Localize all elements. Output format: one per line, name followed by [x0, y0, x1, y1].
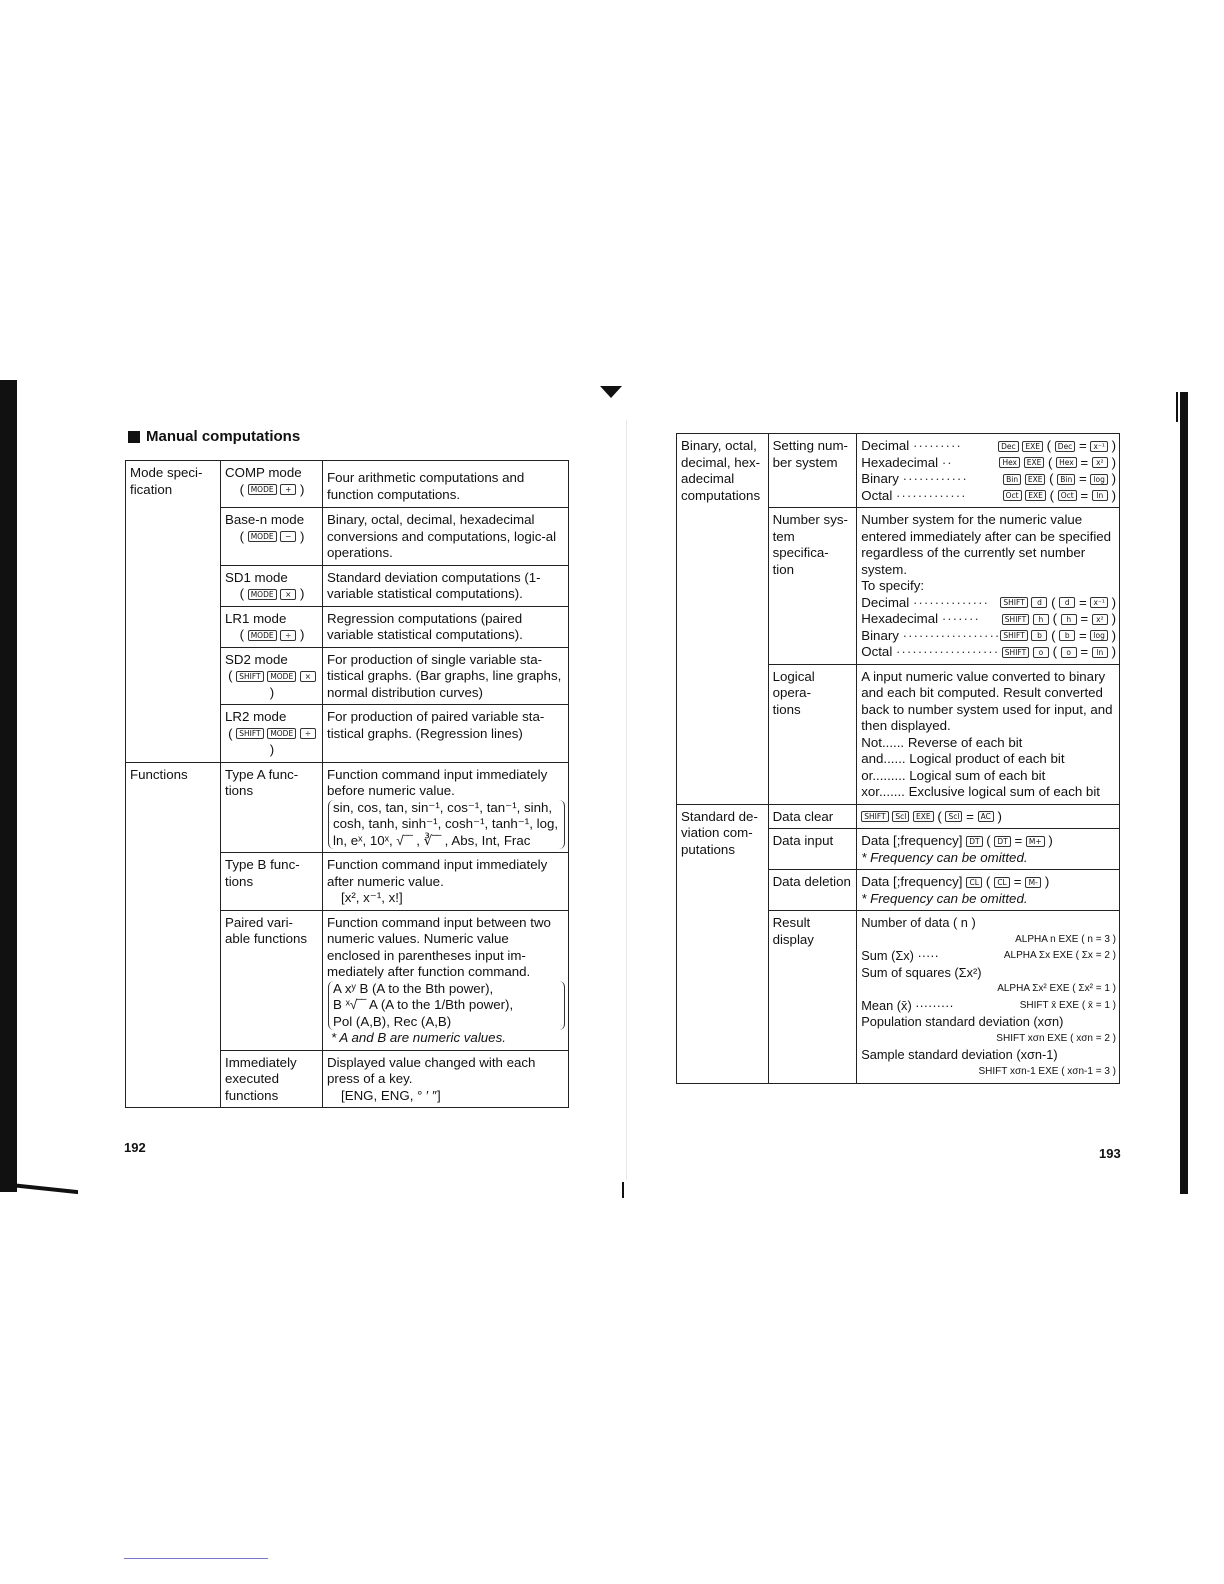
- desc-cell: Function command input between two numeric values. Numeric value enclosed in parentheses input im-mediately after function command. A xʸ B (A to the Bth power), B ˣ√‾‾ A (A to the 1/Bth power), Pol (A,B), Rec (A,B) * A and B are numeric values.: [323, 910, 569, 1050]
- bottom-link-line: [124, 1558, 268, 1559]
- setting-lines: Decimal ········· Dec EXE ( Dec = x⁻¹ ) Hexadecimal ·· Hex EXE ( Hex = x² ) Binary ············ Bin EXE ( Bin = log ) Octal ············· Oct EXE ( Oct = ln ): [857, 434, 1120, 508]
- item-cell: Data deletion: [768, 870, 857, 911]
- page-gutter: [626, 420, 627, 1180]
- mode-key-icon: MODE: [248, 484, 277, 495]
- section-title: [128, 428, 300, 445]
- scan-edge-left: [0, 380, 17, 1192]
- scan-edge-right: [1180, 392, 1188, 1194]
- exe-key-icon: EXE: [1025, 474, 1046, 485]
- hex-key-icon: Hex: [1056, 457, 1077, 468]
- data-clear-keys: SHIFT Scl EXE ( Scl = AC ): [857, 804, 1120, 829]
- center-tick: [622, 1182, 624, 1198]
- center-fold-mark: [600, 386, 622, 398]
- shift-key-icon: SHIFT: [1002, 647, 1029, 658]
- shift-key-icon: SHIFT: [861, 811, 888, 822]
- item-cell: SD2 mode ( SHIFT MODE × ): [221, 647, 323, 705]
- table-row: [126, 762, 569, 853]
- desc-cell: Function command input immediately after numeric value. [x², x⁻¹, x!]: [323, 853, 569, 911]
- ln-key-icon: ln: [1092, 647, 1108, 658]
- dec-key-icon: Dec: [1055, 441, 1076, 452]
- desc-cell: For production of paired variable sta-tistical graphs. (Regression lines): [323, 705, 569, 763]
- dec-key-icon: Dec: [998, 441, 1019, 452]
- desc-cell: Function command input immediately before numeric value. sin, cos, tan, sin⁻¹, cos⁻¹, tan⁻¹, sinh, cosh, tanh, sinh⁻¹, cosh⁻¹, tanh⁻¹, log, ln, eˣ, 10ˣ, √‾‾ , ∛‾‾ , Abs, Int, Frac: [323, 762, 569, 853]
- item-cell: Paired vari- able functions: [221, 910, 323, 1050]
- multiply-key-icon: ×: [280, 589, 296, 600]
- function-list: sin, cos, tan, sin⁻¹, cos⁻¹, tan⁻¹, sinh, cosh, tanh, sinh⁻¹, cosh⁻¹, tanh⁻¹, log, ln, eˣ, 10ˣ, √‾‾ , ∛‾‾ , Abs, Int, Frac: [328, 800, 565, 850]
- square-key-icon: x²: [1092, 614, 1108, 625]
- mode-key-icon: MODE: [267, 671, 296, 682]
- divide-key-icon: ÷: [280, 630, 296, 641]
- plus-key-icon: +: [280, 484, 296, 495]
- ln-key-icon: ln: [1092, 490, 1108, 501]
- scl-key-icon: Scl: [892, 811, 909, 822]
- table-row: [126, 461, 569, 508]
- item-cell: LR1 mode ( MODE ÷ ): [221, 606, 323, 647]
- data-deletion-keys: Data [;frequency] CL ( CL = M- ) * Frequency can be omitted.: [857, 870, 1120, 911]
- table-row: [677, 804, 1120, 829]
- exe-key-icon: EXE: [1024, 457, 1045, 468]
- spec-lines: Number system for the numeric value entered immediately after can be specified regardless of the currently set number system. To specify: Decimal ·············· SHIFT d ( d = x⁻¹ ) Hexadecimal ······· SHIFT h ( h = x² ) Binary ·················· SHIFT b ( b = log ) Octal ··················· SHIFT o ( o = ln ): [857, 508, 1120, 665]
- desc-cell: Regression computations (paired variable statistical computations).: [323, 606, 569, 647]
- dt-key-icon: DT: [994, 836, 1010, 847]
- logic-lines: A input numeric value converted to binary and each bit computed. Result converted back to number system used for input, and then displayed. Not...... Reverse of each bit and...... Logical product of each bit or......... Logical sum of each bit xor....... Exclusive logical sum of each bit: [857, 664, 1120, 804]
- function-list: A xʸ B (A to the Bth power), B ˣ√‾‾ A (A to the 1/Bth power), Pol (A,B), Rec (A,B): [328, 981, 565, 1031]
- cl-key-icon: CL: [966, 877, 982, 888]
- exe-key-icon: EXE: [913, 811, 934, 822]
- item-cell: Type A func- tions: [221, 762, 323, 853]
- mode-function-table: [125, 460, 569, 1108]
- o-key-icon: o: [1033, 647, 1049, 658]
- category-cell: Standard de- viation com- putations: [677, 804, 769, 1084]
- result-lines: Number of data ( n ) ALPHA n EXE ( n = 3 ) Sum (Σx) ····· ALPHA Σx EXE ( Σx = 2 ) Sum of squares (Σx²) ALPHA Σx² EXE ( Σx² = 1 ) Mean (x̄) ········· SHIFT x̄ EXE ( x̄ = 1 ) Population standard deviation (xσn) SHIFT xσn EXE ( xσn = 2 ) Sample standard deviation (xσn-1) SHIFT xσn-1 EXE ( xσn-1 = 3 ): [857, 911, 1120, 1084]
- item-cell: Setting num- ber system: [768, 434, 857, 508]
- d-key-icon: d: [1059, 597, 1075, 608]
- item-cell: Result display: [768, 911, 857, 1084]
- item-cell: Logical opera- tions: [768, 664, 857, 804]
- desc-cell: Displayed value changed with each press of a key. [ENG, ENG, ° ′ ″]: [323, 1050, 569, 1108]
- m-minus-key-icon: M-: [1025, 877, 1041, 888]
- divide-key-icon: ÷: [300, 728, 316, 739]
- square-bullet-icon: [128, 431, 140, 443]
- page-number-right: 193: [1099, 1146, 1121, 1161]
- item-cell: SD1 mode ( MODE × ): [221, 565, 323, 606]
- dt-key-icon: DT: [966, 836, 982, 847]
- mode-key-icon: MODE: [248, 630, 277, 641]
- scan-edge-right-thin: [1176, 392, 1178, 422]
- shift-key-icon: SHIFT: [1000, 597, 1027, 608]
- oct-key-icon: Oct: [1003, 490, 1022, 501]
- o-key-icon: o: [1061, 647, 1077, 658]
- item-cell: Data input: [768, 829, 857, 870]
- page-number-left: 192: [124, 1140, 146, 1155]
- ac-key-icon: AC: [978, 811, 994, 822]
- computation-table: [676, 433, 1120, 1084]
- shift-key-icon: SHIFT: [236, 671, 263, 682]
- m-plus-key-icon: M+: [1026, 836, 1045, 847]
- item-cell: Type B func- tions: [221, 853, 323, 911]
- desc-cell: Binary, octal, decimal, hexadecimal conversions and computations, logic-al operations.: [323, 508, 569, 566]
- data-input-keys: Data [;frequency] DT ( DT = M+ ) * Frequency can be omitted.: [857, 829, 1120, 870]
- minus-key-icon: −: [280, 531, 296, 542]
- shift-key-icon: SHIFT: [236, 728, 263, 739]
- mode-key-icon: MODE: [267, 728, 296, 739]
- category-cell: Binary, octal, decimal, hex- adecimal computations: [677, 434, 769, 805]
- item-cell: Base-n mode ( MODE − ): [221, 508, 323, 566]
- item-cell: Data clear: [768, 804, 857, 829]
- h-key-icon: h: [1033, 614, 1049, 625]
- category-cell: Mode speci- fication: [126, 461, 221, 763]
- bin-key-icon: Bin: [1003, 474, 1021, 485]
- log-key-icon: log: [1090, 630, 1107, 641]
- oct-key-icon: Oct: [1058, 490, 1077, 501]
- hex-key-icon: Hex: [999, 457, 1020, 468]
- desc-cell: Standard deviation computations (1-variable statistical computations).: [323, 565, 569, 606]
- exe-key-icon: EXE: [1022, 441, 1043, 452]
- table-row: [677, 434, 1120, 508]
- exe-key-icon: EXE: [1025, 490, 1046, 501]
- bin-key-icon: Bin: [1057, 474, 1075, 485]
- b-key-icon: b: [1031, 630, 1047, 641]
- reciprocal-key-icon: x⁻¹: [1090, 597, 1107, 608]
- multiply-key-icon: ×: [300, 671, 316, 682]
- shift-key-icon: SHIFT: [1000, 630, 1027, 641]
- category-cell: Functions: [126, 762, 221, 1108]
- mode-key-icon: MODE: [248, 531, 277, 542]
- desc-cell: Four arithmetic computations and function computations.: [323, 461, 569, 508]
- b-key-icon: b: [1059, 630, 1075, 641]
- item-cell: LR2 mode ( SHIFT MODE ÷ ): [221, 705, 323, 763]
- scl-key-icon: Scl: [945, 811, 962, 822]
- section-title-text: Manual computations: [146, 428, 301, 445]
- mode-key-icon: MODE: [248, 589, 277, 600]
- cl-key-icon: CL: [994, 877, 1010, 888]
- d-key-icon: d: [1031, 597, 1047, 608]
- shift-key-icon: SHIFT: [1002, 614, 1029, 625]
- item-cell: Number sys- tem specifica- tion: [768, 508, 857, 665]
- square-key-icon: x²: [1092, 457, 1108, 468]
- reciprocal-key-icon: x⁻¹: [1090, 441, 1107, 452]
- log-key-icon: log: [1090, 474, 1107, 485]
- item-cell: COMP mode ( MODE + ): [221, 461, 323, 508]
- desc-cell: For production of single variable sta-tistical graphs. (Bar graphs, line graphs, normal distribution curves): [323, 647, 569, 705]
- h-key-icon: h: [1061, 614, 1077, 625]
- item-cell: Immediately executed functions: [221, 1050, 323, 1108]
